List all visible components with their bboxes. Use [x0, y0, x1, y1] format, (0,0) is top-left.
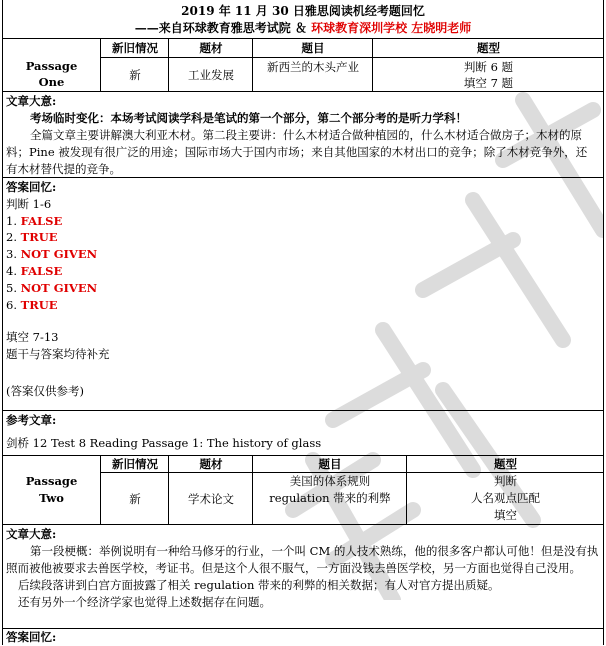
header-status: 新旧情况 [100, 39, 169, 58]
summary-body: 第一段梗概：举例说明有一种给马修牙的行业，一个叫 CM 的人技术熟练，他的很多客户都认可他！但是没有执照而被他被要求去兽医学校，考证书。但是这个人很不服气，一方面没钱去兽医学校，另一方面也觉得自己没用。 [6, 543, 599, 575]
reference-heading: 参考文章: [6, 413, 57, 427]
summary-body: 全篇文章主要讲解澳大利亚木材。第二段主要讲：什么木材适合做种植园的，什么木材适合做房子；木材的原料；Pine 被发现有很广泛的用途；国际市场大于国内市场；来自其他国家的木材出口的竞争；除了木材竞争外，还有木材替代提的竞争。 [6, 127, 588, 176]
passage2-title: 美国的体系规则 regulation 带来的利弊 [252, 472, 407, 524]
answers-group: 判断 1-6 [6, 196, 52, 211]
passage2-types: 判断 人名观点匹配 填空 [406, 472, 604, 524]
reference-text: 剑桥 12 Test 8 Reading Passage 1: The history of glass [6, 435, 322, 450]
summary-heading: 文章大意: [6, 527, 57, 541]
header-title: 题目 [252, 39, 373, 58]
summary-notice: 考场临时变化：本场考试阅读学科是笔试的第一个部分，第二个部分考的是听力学科！ [30, 110, 467, 125]
header-type: 题型 [372, 39, 604, 58]
passage1-row [3, 57, 603, 91]
table-header-row-2 [3, 455, 603, 473]
source-line [3, 19, 603, 36]
answer-item: 2. TRUE [6, 230, 58, 245]
passage1-status: 新 [100, 57, 169, 91]
answer-item: 3. NOT GIVEN [6, 247, 98, 262]
header-status: 新旧情况 [100, 456, 169, 473]
fill-note: 题干与答案均待补充 [6, 347, 110, 362]
passage1-reference [3, 410, 603, 455]
document-page [2, 0, 604, 645]
passage2-topic: 学术论文 [168, 472, 253, 524]
header-topic: 题材 [168, 39, 253, 58]
answers-heading: 答案回忆: [6, 630, 57, 644]
header-type: 题型 [406, 456, 604, 473]
answers-heading: 答案回忆: [6, 180, 57, 194]
source-prefix: ——来自环球教育雅思考试院 ＆ [134, 21, 307, 35]
summary-line: 还有另外一个经济学家也觉得上述数据存在问题。 [18, 594, 271, 609]
summary-line: 后续段落讲到白宫方面披露了相关 regulation 带来的利弊的相关数据；有人对官方提出质疑。 [18, 577, 500, 592]
passage2-label: Passage Two [25, 474, 78, 505]
passage1-answers [3, 177, 603, 410]
answer-item: 4. FALSE [6, 263, 63, 278]
passage2-row [3, 472, 603, 524]
header-title: 题目 [252, 456, 407, 473]
source-highlight: 环球教育深圳学校 左晓明老师 [311, 21, 472, 35]
document-header [3, 0, 603, 38]
passage1-title: 新西兰的木头产业 [252, 57, 373, 91]
answer-item: 1. FALSE [6, 213, 63, 228]
fill-group: 填空 7-13 [6, 330, 59, 345]
passage1-summary [3, 91, 603, 177]
passage2-status: 新 [100, 472, 169, 524]
passage2-answers [3, 628, 603, 645]
answer-item: 5. NOT GIVEN [6, 280, 98, 295]
header-topic: 题材 [168, 456, 253, 473]
passage1-types: 判断 6 题 填空 7 题 [372, 57, 604, 91]
passage1-label: Passage One [25, 59, 78, 89]
summary-heading: 文章大意: [6, 94, 57, 108]
page-title: 2019 年 11 月 30 日雅思阅读机经考题回忆 [181, 4, 425, 18]
answer-item: 6. TRUE [6, 297, 58, 312]
passage2-summary [3, 524, 603, 628]
answers-disclaimer: (答案仅供参考) [6, 383, 84, 398]
passage1-topic: 工业发展 [168, 57, 253, 91]
